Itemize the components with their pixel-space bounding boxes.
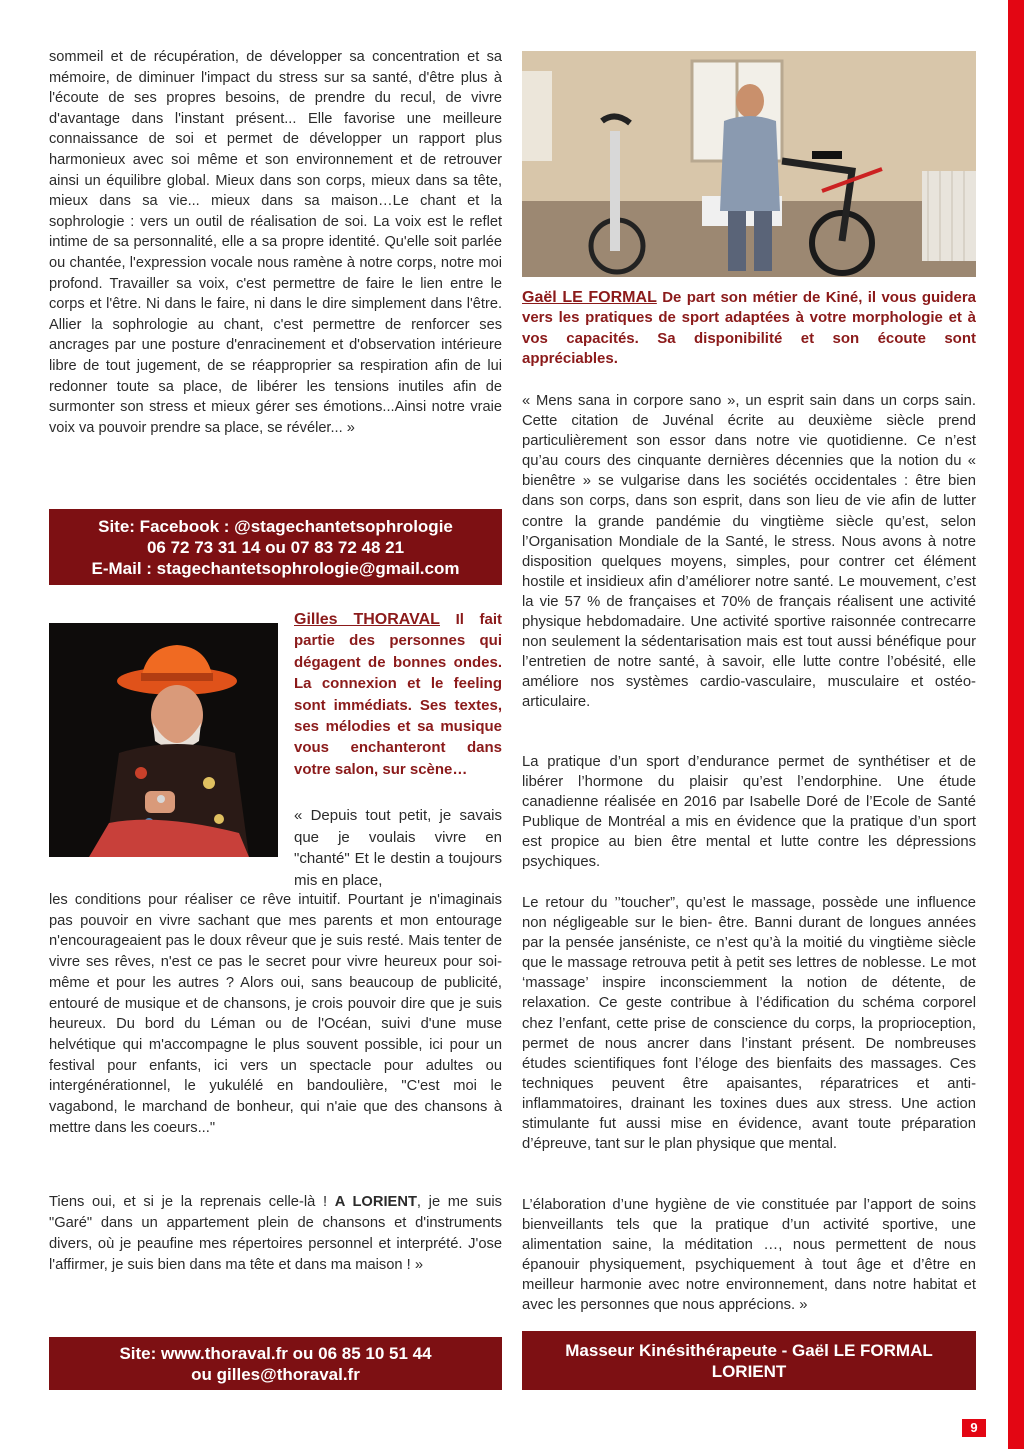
gilles-lead: Il fait partie des personnes qui dégagent de bonnes ondes. La connexion et le feeling sont immédiats. Ses textes, ses mélodies et sa musique vous enchanteront dans votre salon, sur scène… — [294, 611, 503, 778]
gael-photo — [522, 51, 976, 277]
contact-banner-sophrologie — [49, 509, 502, 585]
banner-line: 06 72 73 31 14 ou 07 83 72 48 21 — [146, 537, 405, 557]
right-paragraph: L’élaboration d’une hygiène de vie constituée par l’apport de soins bienveillants tels que la pratique d’un activité sportive, une alimentation saine, la méditation …, nous permettent de nous épanouir physiquement, psychiquement à tout âge et d’être en meilleur harmonie avec notre environnement, dans notre habitat et avec les personnes que nous apprécions. » — [522, 1197, 976, 1314]
banner-line: Site: Facebook : @stagechantetsophrologie — [98, 516, 453, 536]
gilles-name: Gilles THORAVAL — [294, 611, 440, 628]
right-paragraph: La pratique d’un sport d’endurance permet de synthétiser et de libérer l’hormone du plaisir qu’est l’endorphine. Une étude canadienne réalisée en 2016 par Isabelle Doré de l’Ecole de Santé Publique de Montréal a mis en évidence que la pratique d’un sport est propice au bien être mental et lutte contre les dépressions psychiques. — [522, 754, 976, 871]
right-paragraph: « Mens sana in corpore sano », un esprit sain dans un corps sain. Cette citation de Juvénal écrite au deuxième siècle prend particulièrement son essor dans notre vie quotidienne. Ce n’est qu’au cours des cinquante dernières décennies que la notion du « bienêtre » se vulgarise dans les sociétés occidentales : être bien dans son corps, dans son esprit, dans son lieu de vie afin de lutter contre la grande pandémie du vingtième siècle qu’est, selon l’Organisation Mondiale de la Santé, le stress. Nous avons à notre disposition quelques moyens, simples, pour contrer cet élément hostile et insidieux afin d’améliorer notre santé. Le mouvement, c’est la vie 57 % de françaises et 70% de français réalisent une activité physique hebdomadaire. Une activité sportive raisonnée contrecarre non seulement la sédentarisation mais est tout aussi bénéfique pour l’entretien de notre santé, à savoir, elle lutte contre l’obésité, elle améliore nos systèmes cardio-vasculaire, musculaire et ostéo-articulaire. — [522, 393, 976, 711]
gael-intro — [522, 288, 976, 370]
banner-line: E-Mail : stagechantetsophrologie@gmail.com — [91, 558, 460, 578]
gael-lead: De part son métier de Kiné, il vous guidera vers les pratiques de sport adaptées à votre morphologie et à vos capacités. Sa disponibilité et son écoute sont appréciables. — [522, 289, 977, 368]
banner-line: LORIENT — [711, 1361, 787, 1381]
banner-line: ou gilles@thoraval.fr — [191, 1364, 360, 1384]
page-edge-bar — [1008, 0, 1024, 1449]
banner-line: Masseur Kinésithérapeute - Gaël LE FORMAL — [565, 1340, 933, 1360]
gilles-quote-start: « Depuis tout petit, je savais que je voulais vivre en "chanté" Et le destin a toujours mis en place, — [294, 807, 502, 889]
page-number: 9 — [962, 1419, 986, 1437]
gael-name: Gaël LE FORMAL — [522, 289, 657, 306]
gilles-closing: Tiens oui, et si je la reprenais celle-là ! A LORIENT, je me suis "Garé" dans un appartement plein de chansons et d'instruments divers, où je peaufine mes répertoires personnel et interprété. J'ose l'affirmer, je suis bien dans ma tête et dans ma maison ! » — [49, 1194, 502, 1273]
gilles-photo — [49, 623, 278, 857]
lorient-bold: A LORIENT — [334, 1194, 417, 1210]
banner-line: Site: www.thoraval.fr ou 06 85 10 51 44 — [119, 1343, 432, 1363]
masseur-banner — [522, 1331, 976, 1390]
intro-paragraph: sommeil et de récupération, de développer sa concentration et sa mémoire, de diminuer l'impact du stress sur sa santé, d'être plus à l'écoute de ses propres besoins, de prendre du recul, de vivre d'avantage dans l'instant présent... Elle favorise une meilleure connaissance de soi et permet de développer un rapport plus harmonieux avec soi même et son environnement et de retrouver ainsi un équilibre global. Mieux dans son corps, mieux dans sa tête, mieux dans sa vie... mieux dans sa maison…Le chant et la sophrologie : vers un outil de réalisation de soi. La voix est le reflet intime de sa personnalité, elle a sa propre identité. Qu'elle soit parlée ou chantée, l'expression vocale nous ramène à notre corps, notre moi profond. Travailler sa voix, c'est permettre de faire le lien entre le corps et l'être. Ni dans le faire, ni dans le dire simplement dans l'être. Allier la sophrologie au chant, c'est permettre de renforcer ses ancrages par une posture d'enracinement et d'observation intérieure libre de tout jugement, de se réapproprier sa respiration afin de lui redonner toute sa place, de libérer les tensions inutiles afin de surmonter son stress et mieux gérer ses émotions...Ainsi notre vraie voix va pouvoir prendre sa place, se révéler... » — [49, 49, 502, 436]
contact-banner-thoraval — [49, 1337, 502, 1390]
right-paragraph: Le retour du ’’toucher”, qu’est le massage, possède une influence non négligeable sur le bien- être. Banni durant de longues années par la pensée janséniste, ce n’est qu’à la moitié du vingtième siècle que le massage retrouva petit à petit ses lettres de noblesse. Le mot ‘massage’ inspire inconsciemment la notion de détente, de relaxation. Ce geste contribue à l’édification du schéma corporel chez l’enfant, cette prise de conscience du corps, la proprioception, permet de nous ancrer dans l’instant présent. De nombreuses études scientifiques font l’éloge des bienfaits des massages. Ces techniques peuvent être apaisantes, réparatrices et anti-inflammatoires, drainant les toxines dues aux stress. Une action stimulante fut aussi mise en évidence, avant toute préparation d’épreuve, tant sur le plan physique que mental. — [522, 895, 976, 1153]
gilles-quote-continued: les conditions pour réaliser ce rêve intuitif. Pourtant je n'imaginais pas pouvoir en vivre sachant que mes parents et mon entourage n'encourageaient pas le doux rêveur que je suis resté. Mais tenter de vivre ses rêves, n'est ce pas le secret pour vivre heureux pour soi-même et pour les autres ? Alors oui, sans beaucoup de publicité, entouré de musique et de chansons, je crois pouvoir dire que je suis heureux. Du bord du Léman ou de l'Océan, suivi d'une muse helvétique qui m'accompagne le plus souvent possible, ici pour un festival pour enfants, ici vers un spectacle pour adultes ou intergénérationnel, le yukulélé en bandoulière, "C'est moi le vagabond, le marchand de bonheur, qui n'aie que des chansons à mettre dans les coeurs..." — [49, 892, 502, 1136]
gilles-intro — [294, 609, 502, 780]
